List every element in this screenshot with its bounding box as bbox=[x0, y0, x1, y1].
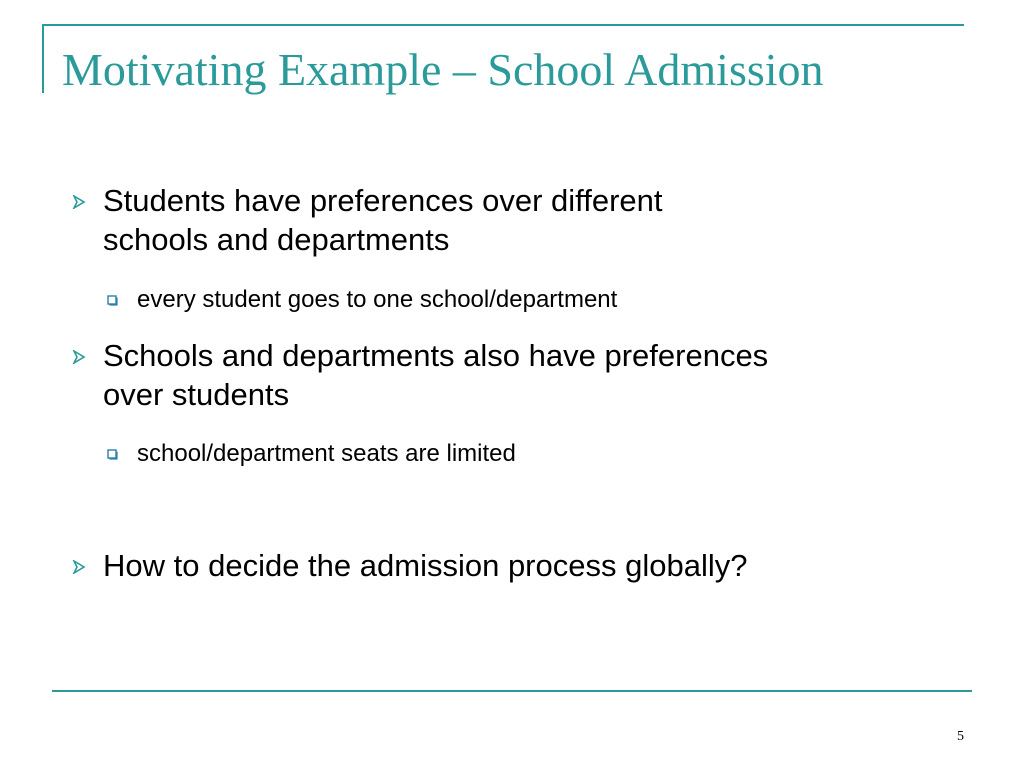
bullet-text-line: Schools and departments also have preferences bbox=[103, 338, 769, 373]
frame-left-rule bbox=[42, 24, 44, 93]
sub-bullet-item bbox=[137, 439, 516, 469]
arrow-bullet-icon bbox=[72, 195, 86, 209]
page-number: 5 bbox=[957, 729, 964, 744]
square-bullet-icon bbox=[107, 449, 118, 460]
sub-bullet-text: every student goes to one school/department bbox=[137, 286, 618, 313]
arrow-bullet-icon bbox=[72, 350, 86, 364]
frame-top-rule bbox=[42, 24, 964, 26]
bullet-text-line: Students have preferences over different bbox=[103, 183, 663, 218]
bullet-text-line: How to decide the admission process globally? bbox=[103, 548, 748, 583]
bullet-text-line: schools and departments bbox=[103, 222, 450, 257]
bullet-item bbox=[103, 546, 747, 585]
arrow-bullet-icon bbox=[72, 560, 86, 574]
square-bullet-icon bbox=[107, 295, 118, 306]
slide-title: Motivating Example – School Admission bbox=[62, 44, 824, 95]
bullet-text-line: over students bbox=[103, 377, 290, 412]
sub-bullet-item bbox=[137, 285, 617, 315]
bullet-item bbox=[103, 336, 768, 414]
footer-rule bbox=[52, 690, 972, 692]
bullet-item bbox=[103, 181, 663, 259]
sub-bullet-text: school/department seats are limited bbox=[137, 440, 516, 467]
